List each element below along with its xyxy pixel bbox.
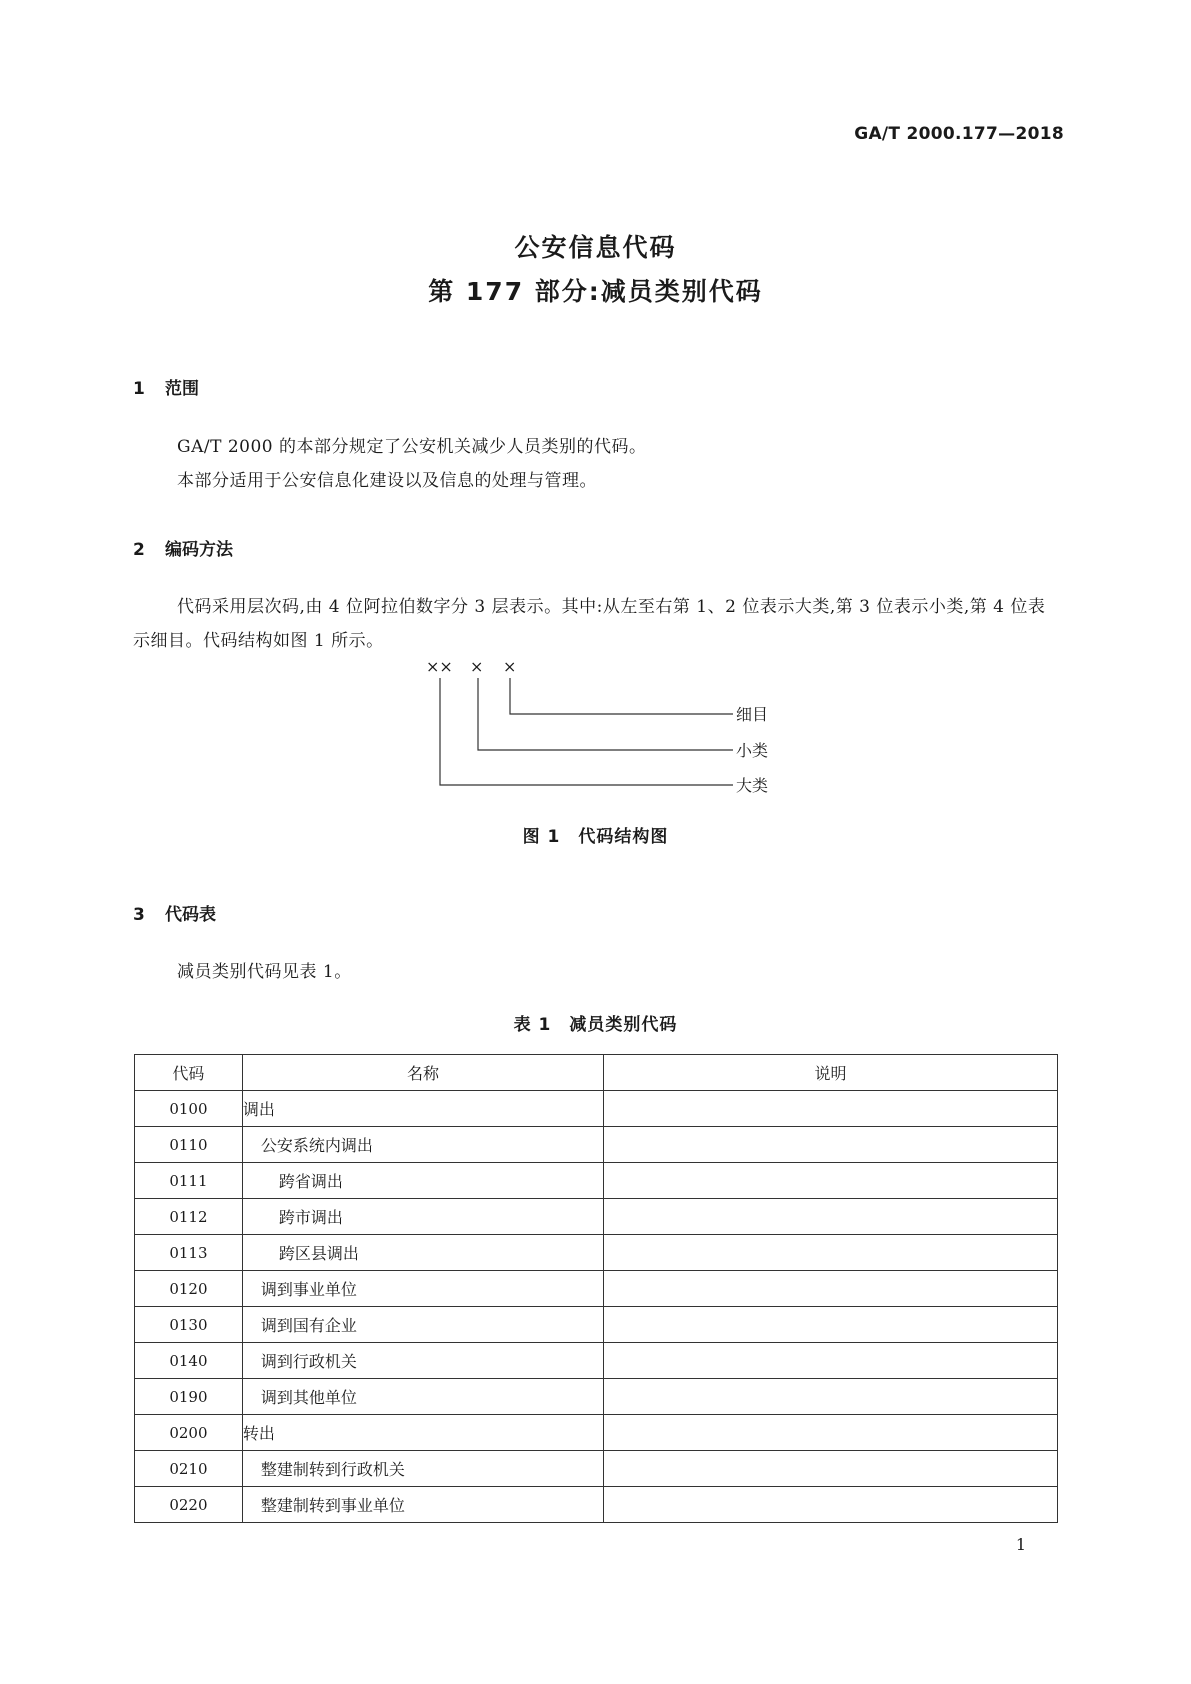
name-cell [242,1127,603,1163]
code-cell: 0100 [135,1091,243,1127]
code-cell: 0130 [135,1307,243,1343]
section-3-body [133,955,1059,989]
section-number: 2 [133,540,145,560]
table-1-caption: 表 1 减员类别代码 [513,1015,678,1035]
name-cell [242,1163,603,1199]
name-cell [242,1415,603,1451]
name-text: 整建制转到事业单位 [260,1496,405,1515]
name-text: 调出 [242,1100,275,1119]
description-column-header: 说明 [604,1055,1058,1091]
detail-digit-symbol: × [503,657,517,676]
code-column-header: 代码 [135,1055,243,1091]
name-text: 转出 [242,1424,275,1443]
document-title-line2: 第 177 部分:减员类别代码 [428,277,763,306]
code-cell: 0220 [135,1487,243,1523]
name-text: 调到其他单位 [260,1388,357,1407]
class-digits-symbol: ×× [426,657,453,676]
code-cell: 0120 [135,1271,243,1307]
description-cell [604,1487,1058,1523]
table-row [135,1415,1058,1451]
table-row [135,1271,1058,1307]
table-row [135,1091,1058,1127]
code-cell: 0210 [135,1451,243,1487]
detail-connector-line [510,678,733,714]
class-connector-line [440,678,733,785]
section-title: 代码表 [165,905,216,925]
name-text: 调到国有企业 [260,1316,357,1335]
code-cell: 0112 [135,1199,243,1235]
class-label: 大类 [736,776,769,795]
code-cell: 0140 [135,1343,243,1379]
subclass-label: 小类 [736,741,769,760]
subclass-digit-symbol: × [470,657,484,676]
paragraph: 减员类别代码见表 1。 [177,962,352,982]
table-row [135,1127,1058,1163]
name-text: 调到事业单位 [260,1280,357,1299]
table-row [135,1487,1058,1523]
description-cell [604,1451,1058,1487]
description-cell [604,1415,1058,1451]
code-table [134,1054,1058,1523]
name-cell [242,1379,603,1415]
detail-label: 细目 [736,705,769,724]
description-cell [604,1127,1058,1163]
name-cell [242,1271,603,1307]
code-cell: 0111 [135,1163,243,1199]
name-text: 调到行政机关 [260,1352,357,1371]
code-cell: 0110 [135,1127,243,1163]
paragraph: GA/T 2000 的本部分规定了公安机关减少人员类别的代码。 [177,437,647,457]
description-cell [604,1307,1058,1343]
name-text: 公安系统内调出 [260,1136,373,1155]
section-3-heading [133,900,216,925]
table-row [135,1343,1058,1379]
name-text: 跨区县调出 [278,1244,359,1263]
description-cell [604,1271,1058,1307]
name-cell [242,1235,603,1271]
code-structure-diagram [400,656,800,796]
page-number: 1 [1015,1535,1026,1554]
name-cell [242,1091,603,1127]
description-cell [604,1091,1058,1127]
code-cell: 0113 [135,1235,243,1271]
name-text: 跨省调出 [278,1172,343,1191]
name-text: 整建制转到行政机关 [260,1460,405,1479]
name-cell [242,1343,603,1379]
description-cell [604,1199,1058,1235]
section-title: 编码方法 [165,540,233,560]
name-cell [242,1199,603,1235]
table-row [135,1235,1058,1271]
description-cell [604,1235,1058,1271]
description-cell [604,1379,1058,1415]
section-number: 1 [133,379,145,399]
description-cell [604,1163,1058,1199]
table-row [135,1199,1058,1235]
section-number: 3 [133,905,145,925]
figure-1-caption: 图 1 代码结构图 [522,827,669,847]
name-cell [242,1487,603,1523]
code-cell: 0190 [135,1379,243,1415]
name-text: 跨市调出 [278,1208,343,1227]
paragraph: 本部分适用于公安信息化建设以及信息的处理与管理。 [177,471,597,491]
table-body [135,1091,1058,1523]
section-2-body [133,590,1059,658]
section-2-heading [133,535,233,560]
table-header-row [135,1055,1058,1091]
section-1-body [133,430,1059,498]
paragraph: 代码采用层次码,由 4 位阿拉伯数字分 3 层表示。其中:从左至右第 1、2 位表示大类,第 3 位表示小类,第 4 位表示细目。代码结构如图 1 所示。 [133,597,1046,651]
table-row [135,1379,1058,1415]
description-cell [604,1343,1058,1379]
code-cell: 0200 [135,1415,243,1451]
name-cell [242,1307,603,1343]
document-code: GA/T 2000.177—2018 [854,124,1064,144]
name-column-header: 名称 [242,1055,603,1091]
table-row [135,1451,1058,1487]
section-1-heading [133,374,199,399]
document-title-line1: 公安信息代码 [514,233,677,262]
table-row [135,1163,1058,1199]
table-row [135,1307,1058,1343]
name-cell [242,1451,603,1487]
section-title: 范围 [165,379,199,399]
